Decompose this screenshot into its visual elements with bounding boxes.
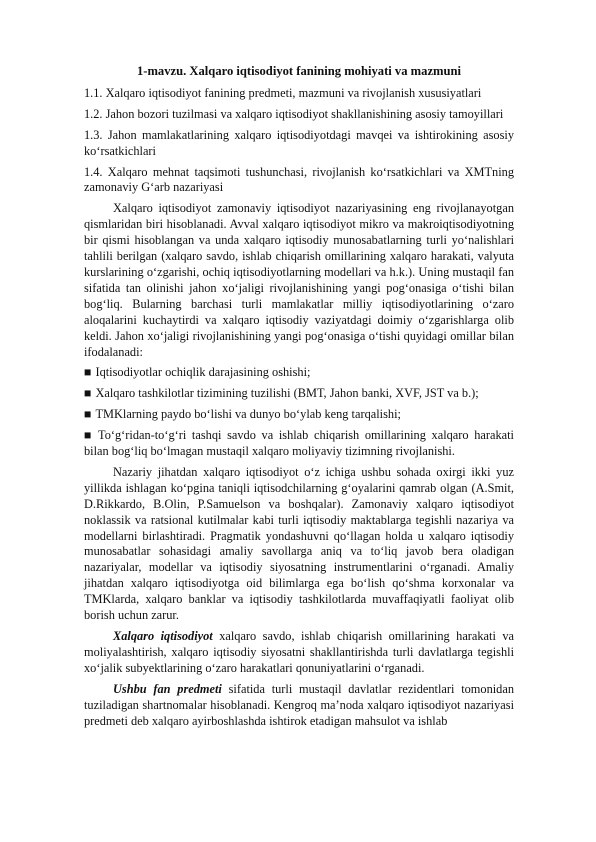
document-page <box>84 64 514 734</box>
definition-text: xalqaro savdo, ishlab chiqarish omillarining harakati va moliyalashtirish, xalqaro iqtisodiy siyosatni shakllantirishda turli davlatlarga tegishli xo‘jalik subyektlarining o‘zaro harakatlari qonuniyatlarini o‘rganadi. <box>84 629 515 675</box>
bullet-item <box>84 428 514 460</box>
defined-term: Xalqaro iqtisodiyot <box>113 629 213 643</box>
outline-item-2: 1.2. Jahon bozori tuzilmasi va xalqaro iqtisodiyot shakllanishining asosiy tamoyillari <box>84 106 504 121</box>
paragraph-intro: Xalqaro iqtisodiyot zamonaviy iqtisodiyot nazariyasining eng rivojlanayotgan qismlaridan biri hisoblanadi. Avval xalqaro iqtisodiyot mikro va makroiqtisodiyotning bir qismi hisoblangan va unda xalqaro iqtisodiy munosabatlarning turli yo‘nalishlari tahlili berilgan (xalqaro savdo, ishlab chiqarish omillarining xalqaro harakati, valyuta kurslarining o‘zgarishi, ochiq iqtisodiyotlarning modellari va h.k.). Uning mustaqil fan sifatida tan olinishi jahon xo‘jaligi rivojlanishining yangi pog‘onasiga o‘tishi bilan bog‘liq. Bularning barchasi turli mamlakatlar milliy iqtisodiyotlarining o‘zaro aloqalarini kuchaytirdi va xalqaro iqtisodiy vaziyatdagi doimiy o‘zgarishlarga olib keldi. Jahon xo‘jaligi rivojlanishining yangi pog‘onasiga o‘tishi quyidagi omillar bilan ifodalanadi: <box>84 201 514 359</box>
bullet-item <box>84 407 514 423</box>
outline-item-4: 1.4. Xalqaro mehnat taqsimoti tushunchasi, rivojlanish ko‘rsatkichlari va XMTning zamonaviy G‘arb nazariyasi <box>84 164 514 195</box>
defined-term: Ushbu fan predmeti <box>113 681 222 696</box>
bullet-text: To‘g‘ridan-to‘g‘ri tashqi savdo va ishlab chiqarish omillarining xalqaro harakati bilan bog‘liq bo‘lmagan mustaqil xalqaro moliyaviy tizimning rivojlanishi. <box>84 428 514 459</box>
bullet-item <box>84 365 514 381</box>
bullet-text: Xalqaro tashkilotlar tizimining tuzilishi (BMT, Jahon banki, XVF, JST va b.); <box>95 386 479 401</box>
bullet-text: TMKlarning paydo bo‘lishi va dunyo bo‘ylab keng tarqalishi; <box>95 407 401 422</box>
square-bullet-icon: ■ <box>84 428 95 443</box>
paragraph-definition <box>84 629 514 677</box>
square-bullet-icon: ■ <box>84 386 92 401</box>
outline-item-1: 1.1. Xalqaro iqtisodiyot fanining predmeti, mazmuni va rivojlanish xususiyatlari <box>84 85 482 100</box>
page-title: 1-mavzu. Xalqaro iqtisodiyot fanining mohiyati va mazmuni <box>136 64 462 78</box>
paragraph-theory: Nazariy jihatdan xalqaro iqtisodiyot o‘z ichiga ushbu sohada oxirgi ikki yuz yillikda ishlagan ko‘pgina taniqli iqtisodchilarning g‘oyalarini qamrab olgan (A.Smit, D.Rikkardo, B.Olin, P.Samuelson va boshqalar). Zamonaviy xalqaro iqtisodiyot noklassik va ratsional kutilmalar kabi turli iqtisodiy maktablarga tegishli nazariya va modellarni birlashtiradi. Pragmatik yondashuvni qo‘llagan holda u xalqaro iqtisodiy munosabatlar sohasidagi amaliy savollarga aniq va to‘liq javob bera oladigan nazariyalar, modellar va iqtisodiy siyosatning instrumentlarini o‘rganadi. Amaliy jihatdan xalqaro iqtisodiyotga oid bilimlarga ega bo‘lish qo‘shma korxonalar va TMKlarda, xalqaro banklar va iqtisodiy tashkilotlarda muvaffaqiyatli faoliyat olib borish uchun zarur. <box>84 464 514 623</box>
outline-item-3: 1.3. Jahon mamlakatlarining xalqaro iqtisodiyotdagi mavqei va ishtirokining asosiy ko‘rsatkichlari <box>84 127 514 158</box>
definition-text: sifatida turli mustaqil davlatlar rezidentlari tomonidan tuziladigan shartnomalar hisoblanadi. Kengroq ma’noda xalqaro iqtisodiyot nazariyasi predmeti deb xalqaro ayirboshlashda ishtirok etadigan mahsulot va ishlab <box>84 681 514 728</box>
square-bullet-icon: ■ <box>84 407 92 422</box>
bullet-text: Iqtisodiyotlar ochiqlik darajasining oshishi; <box>95 365 311 380</box>
paragraph-subject <box>84 682 514 730</box>
square-bullet-icon: ■ <box>84 365 92 380</box>
bullet-item <box>84 386 514 402</box>
